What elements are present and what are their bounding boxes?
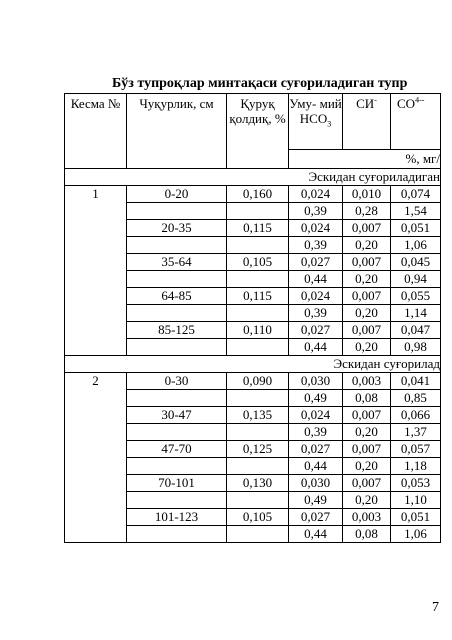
percent-value-cell: 0,007 [343, 441, 391, 458]
percent-value-cell: 0,051 [391, 509, 441, 526]
percent-value-cell: 0,007 [343, 220, 391, 237]
header-dry-residue: Қуруқ қолдиқ, % [227, 94, 289, 169]
mg-value-cell: 0,20 [343, 339, 391, 356]
percent-value-cell: 0,007 [343, 475, 391, 492]
header-kesma: Кесма № [65, 94, 127, 169]
percent-value-cell: 0,041 [391, 373, 441, 390]
mg-value-cell: 0,20 [343, 492, 391, 509]
table-row [65, 186, 441, 203]
percent-value-cell: 0,057 [391, 441, 441, 458]
depth-cell: 101-123 [127, 509, 227, 526]
empty-cell [127, 305, 227, 322]
dry-residue-cell: 0,125 [227, 441, 289, 458]
section-label: Эскидан суғориладиган [65, 169, 441, 186]
header-units: %, мг/ [289, 150, 441, 169]
header-total-hco3: Уму- мий $НСО_3$ [289, 94, 343, 150]
depth-cell: 47-70 [127, 441, 227, 458]
empty-cell [227, 339, 289, 356]
table-title: Бўз тупроқлар минтақаси суғориладиган тупр [112, 76, 408, 91]
mg-value-cell: 0,44 [289, 271, 343, 288]
dry-residue-cell: 0,130 [227, 475, 289, 492]
empty-cell [127, 492, 227, 509]
page-number: 7 [432, 600, 439, 615]
mg-value-cell: 0,98 [391, 339, 441, 356]
table-row [65, 373, 441, 390]
percent-value-cell: 0,055 [391, 288, 441, 305]
mg-value-cell: 1,18 [391, 458, 441, 475]
mg-value-cell: 0,08 [343, 526, 391, 543]
empty-cell [127, 339, 227, 356]
mg-value-cell: 0,39 [289, 237, 343, 254]
empty-cell [227, 271, 289, 288]
dry-residue-cell: 0,110 [227, 322, 289, 339]
depth-cell: 70-101 [127, 475, 227, 492]
percent-value-cell: 0,007 [343, 288, 391, 305]
empty-cell [227, 390, 289, 407]
percent-value-cell: 0,066 [391, 407, 441, 424]
depth-cell: 0-20 [127, 186, 227, 203]
mg-value-cell: 1,06 [391, 526, 441, 543]
depth-cell: 35-64 [127, 254, 227, 271]
percent-value-cell: 0,027 [289, 441, 343, 458]
percent-value-cell: 0,007 [343, 254, 391, 271]
header-so4: $СО^{4--}$ [391, 94, 441, 150]
kesma-number: 1 [65, 186, 127, 356]
mg-value-cell: 0,20 [343, 237, 391, 254]
header-cl: СИ- [343, 94, 391, 150]
percent-value-cell: 0,007 [343, 407, 391, 424]
percent-value-cell: 0,007 [343, 322, 391, 339]
percent-value-cell: 0,027 [289, 322, 343, 339]
section-label: Эскидан суғорилад [65, 356, 441, 373]
dry-residue-cell: 0,115 [227, 288, 289, 305]
mg-value-cell: 0,94 [391, 271, 441, 288]
mg-value-cell: 0,44 [289, 339, 343, 356]
percent-value-cell: 0,047 [391, 322, 441, 339]
percent-value-cell: 0,027 [289, 254, 343, 271]
dry-residue-cell: 0,115 [227, 220, 289, 237]
mg-value-cell: 1,14 [391, 305, 441, 322]
empty-cell [227, 424, 289, 441]
mg-value-cell: 1,06 [391, 237, 441, 254]
percent-value-cell: 0,024 [289, 288, 343, 305]
dry-residue-cell: 0,090 [227, 373, 289, 390]
percent-value-cell: 0,003 [343, 509, 391, 526]
empty-cell [227, 305, 289, 322]
dry-residue-cell: 0,105 [227, 509, 289, 526]
depth-cell: 64-85 [127, 288, 227, 305]
depth-cell: 30-47 [127, 407, 227, 424]
percent-value-cell: 0,024 [289, 407, 343, 424]
percent-value-cell: 0,010 [343, 186, 391, 203]
empty-cell [127, 203, 227, 220]
depth-cell: 85-125 [127, 322, 227, 339]
mg-value-cell: 0,44 [289, 458, 343, 475]
mg-value-cell: 1,54 [391, 203, 441, 220]
mg-value-cell: 0,49 [289, 492, 343, 509]
mg-value-cell: 0,49 [289, 390, 343, 407]
empty-cell [227, 526, 289, 543]
percent-value-cell: 0,074 [391, 186, 441, 203]
empty-cell [127, 271, 227, 288]
soil-salt-table [64, 93, 441, 543]
mg-value-cell: 0,20 [343, 458, 391, 475]
percent-value-cell: 0,003 [343, 373, 391, 390]
percent-value-cell: 0,030 [289, 373, 343, 390]
empty-cell [227, 237, 289, 254]
mg-value-cell: 0,39 [289, 305, 343, 322]
kesma-number: 2 [65, 373, 127, 543]
empty-cell [127, 390, 227, 407]
percent-value-cell: 0,051 [391, 220, 441, 237]
percent-value-cell: 0,053 [391, 475, 441, 492]
depth-cell: 0-30 [127, 373, 227, 390]
empty-cell [227, 492, 289, 509]
empty-cell [127, 237, 227, 254]
percent-value-cell: 0,045 [391, 254, 441, 271]
mg-value-cell: 0,44 [289, 526, 343, 543]
mg-value-cell: 0,20 [343, 305, 391, 322]
percent-value-cell: 0,030 [289, 475, 343, 492]
mg-value-cell: 0,08 [343, 390, 391, 407]
dry-residue-cell: 0,105 [227, 254, 289, 271]
mg-value-cell: 0,39 [289, 424, 343, 441]
header-depth: Чуқурлик, см [127, 94, 227, 169]
empty-cell [227, 203, 289, 220]
mg-value-cell: 0,20 [343, 424, 391, 441]
mg-value-cell: 0,39 [289, 203, 343, 220]
mg-value-cell: 0,20 [343, 271, 391, 288]
mg-value-cell: 1,37 [391, 424, 441, 441]
dry-residue-cell: 0,160 [227, 186, 289, 203]
percent-value-cell: 0,027 [289, 509, 343, 526]
percent-value-cell: 0,024 [289, 220, 343, 237]
mg-value-cell: 0,28 [343, 203, 391, 220]
mg-value-cell: 0,85 [391, 390, 441, 407]
depth-cell: 20-35 [127, 220, 227, 237]
empty-cell [227, 458, 289, 475]
empty-cell [127, 424, 227, 441]
dry-residue-cell: 0,135 [227, 407, 289, 424]
percent-value-cell: 0,024 [289, 186, 343, 203]
empty-cell [127, 526, 227, 543]
empty-cell [127, 458, 227, 475]
mg-value-cell: 1,10 [391, 492, 441, 509]
